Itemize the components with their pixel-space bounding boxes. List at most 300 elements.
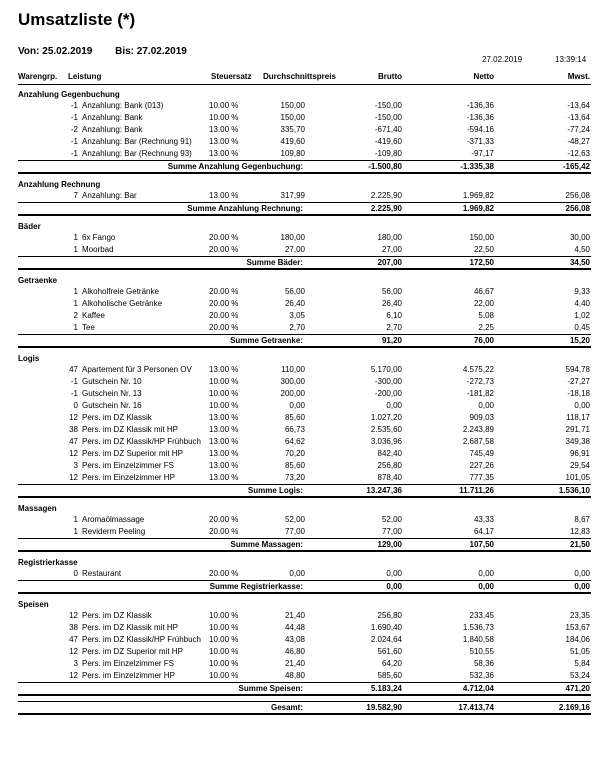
row-mwst: 256,08 xyxy=(565,191,590,200)
row-average-price: 3,05 xyxy=(289,311,305,320)
row-tax-rate: 20.00 % xyxy=(209,569,239,578)
table-row xyxy=(18,388,591,400)
row-mwst: 29,54 xyxy=(569,461,590,470)
row-mwst: 1,02 xyxy=(574,311,590,320)
row-mwst: 153,67 xyxy=(565,623,590,632)
row-quantity: 12 xyxy=(69,413,78,422)
row-netto: 22,50 xyxy=(473,245,494,254)
row-average-price: 0,00 xyxy=(289,569,305,578)
row-netto: 5,08 xyxy=(478,311,494,320)
table-row xyxy=(18,100,591,112)
row-tax-rate: 20.00 % xyxy=(209,299,239,308)
table-row xyxy=(18,112,591,124)
section-sum-row xyxy=(18,334,591,348)
row-average-price: 21,40 xyxy=(284,611,305,620)
row-netto: 532,36 xyxy=(469,671,494,680)
sum-brutto: 13.247,36 xyxy=(366,486,402,495)
row-service: Pers. im DZ Klassik mit HP xyxy=(82,623,179,632)
row-quantity: 0 xyxy=(73,401,78,410)
row-average-price: 46,80 xyxy=(284,647,305,656)
row-service: Alkoholfreie Getränke xyxy=(82,287,159,296)
row-brutto: -419,60 xyxy=(374,137,402,146)
sum-netto: 0,00 xyxy=(478,582,494,591)
row-netto: 745,49 xyxy=(469,449,494,458)
row-average-price: 73,20 xyxy=(284,473,305,482)
table-row xyxy=(18,310,591,322)
sum-mwst: 21,50 xyxy=(569,540,590,549)
section-title: Logis xyxy=(18,354,40,363)
row-quantity: -1 xyxy=(70,149,78,158)
section-sum-row xyxy=(18,160,591,174)
sum-netto: 76,00 xyxy=(473,336,494,345)
row-quantity: 3 xyxy=(73,461,78,470)
row-brutto: 77,00 xyxy=(381,527,402,536)
row-average-price: 150,00 xyxy=(280,113,305,122)
table-row xyxy=(18,412,591,424)
sum-label: Summe Anzahlung Rechnung: xyxy=(187,204,303,213)
row-netto: 909,03 xyxy=(469,413,494,422)
sum-netto: 107,50 xyxy=(469,540,494,549)
table-row xyxy=(18,448,591,460)
row-mwst: 23,35 xyxy=(569,611,590,620)
table-row xyxy=(18,244,591,256)
row-brutto: 180,00 xyxy=(377,233,402,242)
row-service: Gutschein Nr. 10 xyxy=(82,377,142,386)
row-tax-rate: 13.00 % xyxy=(209,365,239,374)
row-average-price: 0,00 xyxy=(289,401,305,410)
row-tax-rate: 13.00 % xyxy=(209,437,239,446)
total-mwst: 2.169,16 xyxy=(558,703,590,712)
sum-label: Summe Speisen: xyxy=(238,684,303,693)
sum-brutto: 91,20 xyxy=(381,336,402,345)
row-average-price: 200,00 xyxy=(280,389,305,398)
row-netto: -97,17 xyxy=(471,149,494,158)
row-netto: -136,36 xyxy=(466,101,494,110)
row-brutto: 6,10 xyxy=(386,311,402,320)
row-tax-rate: 10.00 % xyxy=(209,113,239,122)
row-quantity: 1 xyxy=(73,245,78,254)
row-service: Reviderm Peeling xyxy=(82,527,146,536)
row-tax-rate: 20.00 % xyxy=(209,527,239,536)
row-service: 6x Fango xyxy=(82,233,116,242)
row-service: Pers. im Einzelzimmer FS xyxy=(82,659,175,668)
row-brutto: -671,40 xyxy=(374,125,402,134)
row-netto: 1.840,58 xyxy=(462,635,494,644)
row-service: Pers. im Einzelzimmer HP xyxy=(82,473,175,482)
sum-label: Summe Massagen: xyxy=(230,540,303,549)
row-tax-rate: 20.00 % xyxy=(209,311,239,320)
row-brutto: -150,00 xyxy=(374,113,402,122)
section-title: Anzahlung Rechnung xyxy=(18,180,101,189)
row-quantity: 2 xyxy=(73,311,78,320)
sum-label: Summe Anzahlung Gegenbuchung: xyxy=(167,162,303,171)
row-average-price: 43,08 xyxy=(284,635,305,644)
row-netto: 22,00 xyxy=(473,299,494,308)
table-row xyxy=(18,460,591,472)
row-mwst: 0,45 xyxy=(574,323,590,332)
sum-brutto: -1.500,80 xyxy=(368,162,402,171)
row-netto: 0,00 xyxy=(478,401,494,410)
row-average-price: 85,60 xyxy=(284,461,305,470)
row-brutto: 1.027,20 xyxy=(370,413,402,422)
sum-mwst: 471,20 xyxy=(565,684,590,693)
row-service: Restaurant xyxy=(82,569,122,578)
sum-mwst: 34,50 xyxy=(569,258,590,267)
row-brutto: 2,70 xyxy=(386,323,402,332)
row-brutto: 5.170,00 xyxy=(370,365,402,374)
print-date: 27.02.2019 xyxy=(482,55,523,64)
row-netto: -272,73 xyxy=(466,377,494,386)
row-average-price: 56,00 xyxy=(284,287,305,296)
row-tax-rate: 10.00 % xyxy=(209,611,239,620)
row-average-price: 335,70 xyxy=(280,125,305,134)
row-mwst: 0,00 xyxy=(574,569,590,578)
total-brutto: 19.582,90 xyxy=(366,703,402,712)
row-tax-rate: 10.00 % xyxy=(209,671,239,680)
sum-brutto: 5.183,24 xyxy=(370,684,402,693)
row-mwst: 4,40 xyxy=(574,299,590,308)
row-brutto: 585,60 xyxy=(377,671,402,680)
header-avg: Durchschnittspreis xyxy=(263,72,336,81)
row-quantity: 1 xyxy=(73,299,78,308)
row-brutto: 0,00 xyxy=(386,401,402,410)
row-average-price: 26,40 xyxy=(284,299,305,308)
row-mwst: -18,18 xyxy=(567,389,590,398)
table-row xyxy=(18,298,591,310)
row-quantity: -1 xyxy=(70,389,78,398)
row-average-price: 2,70 xyxy=(289,323,305,332)
section-sum-row xyxy=(18,538,591,552)
row-tax-rate: 10.00 % xyxy=(209,377,239,386)
table-row xyxy=(18,136,591,148)
row-average-price: 21,40 xyxy=(284,659,305,668)
table-row xyxy=(18,400,591,412)
row-service: Tee xyxy=(82,323,95,332)
row-netto: -371,33 xyxy=(466,137,494,146)
row-quantity: 47 xyxy=(69,365,78,374)
sum-netto: -1.335,38 xyxy=(460,162,494,171)
row-service: Apartement für 3 Personen OV xyxy=(82,365,192,374)
row-quantity: 38 xyxy=(69,425,78,434)
row-service: Anzahlung: Bank xyxy=(82,113,143,122)
section-group xyxy=(18,557,591,594)
table-row xyxy=(18,514,591,526)
total-netto: 17.413,74 xyxy=(458,703,494,712)
row-tax-rate: 10.00 % xyxy=(209,401,239,410)
row-service: Pers. im Einzelzimmer FS xyxy=(82,461,175,470)
section-group xyxy=(18,353,591,498)
section-sum-row xyxy=(18,256,591,270)
row-mwst: 30,00 xyxy=(569,233,590,242)
row-netto: 46,67 xyxy=(473,287,494,296)
row-quantity: 12 xyxy=(69,671,78,680)
row-tax-rate: 20.00 % xyxy=(209,245,239,254)
table-row xyxy=(18,436,591,448)
section-title: Getraenke xyxy=(18,276,58,285)
row-average-price: 48,80 xyxy=(284,671,305,680)
row-netto: 2,25 xyxy=(478,323,494,332)
row-tax-rate: 13.00 % xyxy=(209,449,239,458)
row-quantity: 1 xyxy=(73,515,78,524)
row-netto: 233,45 xyxy=(469,611,494,620)
sum-mwst: 0,00 xyxy=(574,582,590,591)
row-netto: 510,55 xyxy=(469,647,494,656)
row-quantity: 1 xyxy=(73,287,78,296)
row-mwst: 5,84 xyxy=(574,659,590,668)
row-average-price: 110,00 xyxy=(281,365,305,374)
row-quantity: 1 xyxy=(73,323,78,332)
row-brutto: 256,80 xyxy=(377,611,402,620)
table-row xyxy=(18,658,591,670)
row-brutto: 1.690,40 xyxy=(370,623,402,632)
row-service: Gutschein Nr. 16 xyxy=(82,401,142,410)
row-mwst: 0,00 xyxy=(574,401,590,410)
row-quantity: -1 xyxy=(70,377,78,386)
row-quantity: 12 xyxy=(69,611,78,620)
row-mwst: 96,91 xyxy=(569,449,590,458)
section-title: Bäder xyxy=(18,222,41,231)
row-netto: -594,16 xyxy=(466,125,494,134)
row-average-price: 109,80 xyxy=(280,149,305,158)
row-mwst: -12,63 xyxy=(567,149,590,158)
row-brutto: 0,00 xyxy=(386,569,402,578)
sum-label: Summe Getraenke: xyxy=(230,336,303,345)
row-mwst: 53,24 xyxy=(569,671,590,680)
row-quantity: -1 xyxy=(70,137,78,146)
sum-netto: 4.712,04 xyxy=(462,684,494,693)
section-sum-row xyxy=(18,580,591,594)
row-average-price: 85,60 xyxy=(284,413,305,422)
row-average-price: 419,60 xyxy=(280,137,305,146)
row-netto: -181,82 xyxy=(466,389,494,398)
section-group xyxy=(18,89,591,174)
row-tax-rate: 13.00 % xyxy=(209,149,239,158)
row-service: Pers. im DZ Superior mit HP xyxy=(82,647,183,656)
sum-netto: 172,50 xyxy=(469,258,494,267)
table-row xyxy=(18,472,591,484)
row-brutto: -109,80 xyxy=(374,149,402,158)
row-netto: 0,00 xyxy=(478,569,494,578)
row-service: Anzahlung: Bar xyxy=(82,191,137,200)
row-average-price: 70,20 xyxy=(284,449,305,458)
sum-brutto: 2.225,90 xyxy=(370,204,402,213)
table-row xyxy=(18,610,591,622)
row-service: Moorbad xyxy=(82,245,114,254)
table-row xyxy=(18,322,591,334)
row-quantity: 38 xyxy=(69,623,78,632)
row-brutto: 27,00 xyxy=(381,245,402,254)
sum-netto: 1.969,82 xyxy=(462,204,494,213)
section-sum-row xyxy=(18,202,591,216)
header-netto: Netto xyxy=(473,72,494,81)
period-from-label: Von: xyxy=(18,46,40,57)
sum-mwst: 15,20 xyxy=(569,336,590,345)
row-mwst: 349,38 xyxy=(565,437,590,446)
row-tax-rate: 13.00 % xyxy=(209,413,239,422)
row-average-price: 27,00 xyxy=(284,245,305,254)
row-netto: 2.687,58 xyxy=(462,437,494,446)
header-group: Warengrp. xyxy=(18,72,58,81)
row-brutto: -300,00 xyxy=(374,377,402,386)
row-tax-rate: 13.00 % xyxy=(209,137,239,146)
row-tax-rate: 10.00 % xyxy=(209,623,239,632)
row-netto: 1.969,82 xyxy=(462,191,494,200)
row-average-price: 66,73 xyxy=(284,425,305,434)
table-row xyxy=(18,526,591,538)
table-header xyxy=(18,70,591,85)
row-mwst: -13,64 xyxy=(567,101,590,110)
print-time: 13:39:14 xyxy=(555,55,587,64)
row-service: Pers. im DZ Klassik/HP Frühbuch xyxy=(82,635,201,644)
header-brutto: Brutto xyxy=(378,72,402,81)
row-mwst: 51,05 xyxy=(569,647,590,656)
row-average-price: 44,48 xyxy=(284,623,305,632)
row-tax-rate: 20.00 % xyxy=(209,287,239,296)
sum-label: Summe Logis: xyxy=(247,486,303,495)
row-service: Pers. im DZ Superior mit HP xyxy=(82,449,183,458)
section-title: Registrierkasse xyxy=(18,558,78,567)
row-tax-rate: 13.00 % xyxy=(209,461,239,470)
row-quantity: -2 xyxy=(70,125,78,134)
section-group xyxy=(18,275,591,348)
row-quantity: 0 xyxy=(73,569,78,578)
table-row xyxy=(18,124,591,136)
sum-label: Summe Registrierkasse: xyxy=(209,582,303,591)
page-title: Umsatzliste (*) xyxy=(18,10,136,29)
period-to-label: Bis: xyxy=(115,46,135,57)
table-row xyxy=(18,286,591,298)
row-brutto: 842,40 xyxy=(377,449,402,458)
table-row xyxy=(18,148,591,160)
section-group xyxy=(18,503,591,552)
row-service: Pers. im Einzelzimmer HP xyxy=(82,671,175,680)
table-row xyxy=(18,568,591,580)
row-brutto: -150,00 xyxy=(374,101,402,110)
sum-mwst: 1.536,10 xyxy=(558,486,590,495)
row-service: Gutschein Nr. 13 xyxy=(82,389,142,398)
row-tax-rate: 13.00 % xyxy=(209,191,239,200)
row-netto: 150,00 xyxy=(469,233,494,242)
row-average-price: 77,00 xyxy=(284,527,305,536)
sum-brutto: 0,00 xyxy=(386,582,402,591)
row-mwst: 4,50 xyxy=(574,245,590,254)
row-tax-rate: 10.00 % xyxy=(209,659,239,668)
row-brutto: 52,00 xyxy=(381,515,402,524)
header-tax: Steuersatz xyxy=(211,72,252,81)
row-brutto: 2.024,64 xyxy=(370,635,402,644)
row-service: Anzahlung: Bank xyxy=(82,125,143,134)
row-tax-rate: 20.00 % xyxy=(209,515,239,524)
row-netto: 1.536,73 xyxy=(462,623,494,632)
section-group xyxy=(18,179,591,216)
row-service: Anzahlung: Bar (Rechnung 91) xyxy=(82,137,192,146)
row-brutto: 64,20 xyxy=(381,659,402,668)
section-title: Anzahlung Gegenbuchung xyxy=(18,90,120,99)
sum-brutto: 129,00 xyxy=(377,540,402,549)
row-service: Pers. im DZ Klassik xyxy=(82,413,152,422)
section-group xyxy=(18,221,591,270)
table-row xyxy=(18,622,591,634)
row-mwst: -13,64 xyxy=(567,113,590,122)
sum-brutto: 207,00 xyxy=(377,258,402,267)
section-sum-row xyxy=(18,682,591,696)
row-average-price: 180,00 xyxy=(280,233,305,242)
row-quantity: 3 xyxy=(73,659,78,668)
row-service: Anzahlung: Bank (013) xyxy=(82,101,164,110)
row-mwst: 8,67 xyxy=(574,515,590,524)
table-row xyxy=(18,634,591,646)
row-netto: 64,17 xyxy=(473,527,494,536)
table-row xyxy=(18,646,591,658)
header-service: Leistung xyxy=(68,72,102,81)
row-quantity: 12 xyxy=(69,449,78,458)
row-average-price: 317,99 xyxy=(280,191,305,200)
row-mwst: -48,27 xyxy=(567,137,590,146)
row-quantity: 1 xyxy=(73,527,78,536)
sum-mwst: 256,08 xyxy=(565,204,590,213)
row-tax-rate: 10.00 % xyxy=(209,635,239,644)
row-mwst: 118,17 xyxy=(566,413,590,422)
row-brutto: 2.225,90 xyxy=(370,191,402,200)
row-quantity: 12 xyxy=(69,647,78,656)
row-brutto: 26,40 xyxy=(381,299,402,308)
row-brutto: 256,80 xyxy=(377,461,402,470)
row-netto: 58,36 xyxy=(473,659,494,668)
row-tax-rate: 10.00 % xyxy=(209,647,239,656)
row-brutto: 878,40 xyxy=(377,473,402,482)
row-service: Kaffee xyxy=(82,311,105,320)
period-from: 25.02.2019 xyxy=(42,46,93,57)
row-mwst: 594,78 xyxy=(565,365,590,374)
row-brutto: 3.036,96 xyxy=(370,437,402,446)
row-service: Pers. im DZ Klassik/HP Frühbuch xyxy=(82,437,201,446)
row-service: Pers. im DZ Klassik mit HP xyxy=(82,425,179,434)
row-netto: 43,33 xyxy=(473,515,494,524)
report-body xyxy=(18,89,591,715)
sum-mwst: -165,42 xyxy=(562,162,590,171)
table-row xyxy=(18,190,591,202)
header-mwst: Mwst. xyxy=(567,72,590,81)
row-quantity: -1 xyxy=(70,101,78,110)
section-sum-row xyxy=(18,484,591,498)
row-quantity: 12 xyxy=(69,473,78,482)
row-mwst: 184,06 xyxy=(565,635,590,644)
section-title: Massagen xyxy=(18,504,57,513)
row-tax-rate: 13.00 % xyxy=(209,473,239,482)
row-tax-rate: 10.00 % xyxy=(209,101,239,110)
sum-label: Summe Bäder: xyxy=(246,258,303,267)
row-quantity: 1 xyxy=(73,233,78,242)
total-label: Gesamt: xyxy=(270,703,303,712)
row-tax-rate: 13.00 % xyxy=(209,125,239,134)
row-tax-rate: 20.00 % xyxy=(209,323,239,332)
sum-netto: 11.711,26 xyxy=(459,486,494,495)
row-netto: 777,35 xyxy=(469,473,494,482)
row-mwst: 12,83 xyxy=(569,527,590,536)
period-to: 27.02.2019 xyxy=(136,46,187,57)
row-quantity: 47 xyxy=(69,635,78,644)
table-row xyxy=(18,670,591,682)
row-mwst: -27,27 xyxy=(567,377,590,386)
row-quantity: 7 xyxy=(73,191,78,200)
grand-total-row xyxy=(18,701,591,715)
row-tax-rate: 20.00 % xyxy=(209,233,239,242)
row-brutto: -200,00 xyxy=(374,389,402,398)
section-title: Speisen xyxy=(18,600,49,609)
table-row xyxy=(18,232,591,244)
row-average-price: 300,00 xyxy=(280,377,305,386)
row-tax-rate: 10.00 % xyxy=(209,389,239,398)
